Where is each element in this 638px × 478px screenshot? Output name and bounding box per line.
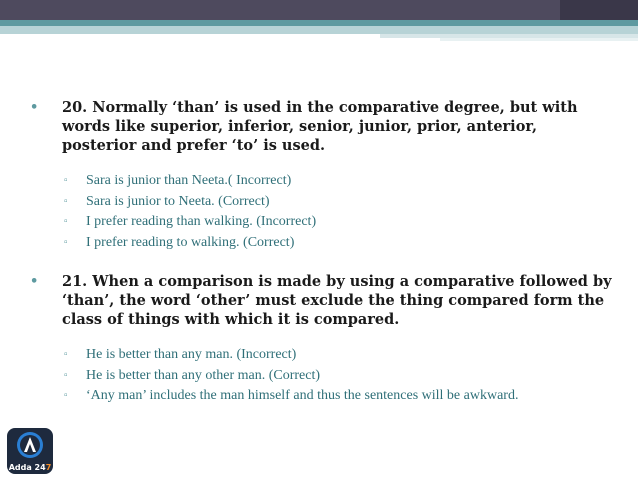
example-list-20 [24,171,614,253]
square-bullet-icon: ▫ [64,195,68,207]
header-band-dark-right [560,0,638,20]
example-text: I prefer reading than walking. (Incorrect) [86,214,317,229]
square-bullet-icon: ▫ [64,216,68,227]
list-item [24,366,614,387]
logo-text: Adda 247 [8,463,52,472]
main-bullet-21 [24,272,614,329]
adda247-logo-icon [14,430,46,460]
main-bullet-text: 21. When a comparison is made by using a comparative followed by ‘than’, the word ‘other’ must exclude the thing compared form the class of things with which it is compared. [62,273,612,328]
list-item [24,212,614,233]
list-item [24,345,614,366]
list-item [24,171,614,192]
square-bullet-icon: ▫ [64,175,68,186]
list-item [24,192,614,213]
bullet-dot-icon: • [30,100,39,115]
square-bullet-icon: ▫ [64,236,68,248]
example-text: He is better than any other man. (Correct) [86,367,321,383]
example-text: ‘Any man’ includes the man himself and thus the sentences will be awkward. [86,388,519,403]
example-text: Sara is junior than Neeta.( Incorrect) [86,173,292,188]
main-bullet-text: 20. Normally ‘than’ is used in the comparative degree, but with words like superior, inferior, senior, junior, prior, anterior, posterior and prefer ‘to’ is used. [62,99,578,154]
square-bullet-icon: ▫ [64,349,68,360]
square-bullet-icon: ▫ [64,390,68,401]
bullet-dot-icon: • [30,274,39,289]
header-stripe-thin [440,38,638,41]
header-band-dark [0,0,638,20]
header-band-light [0,26,638,34]
example-text: Sara is junior to Neeta. (Correct) [86,193,270,209]
list-item [24,233,614,254]
slide-content [24,98,614,407]
main-bullet-20 [24,98,614,155]
example-list-21 [24,345,614,407]
example-text: I prefer reading to walking. (Correct) [86,234,295,250]
adda247-logo [7,428,53,474]
example-text: He is better than any man. (Incorrect) [86,347,297,362]
square-bullet-icon: ▫ [64,369,68,381]
list-item [24,386,614,407]
spacer [24,253,614,272]
